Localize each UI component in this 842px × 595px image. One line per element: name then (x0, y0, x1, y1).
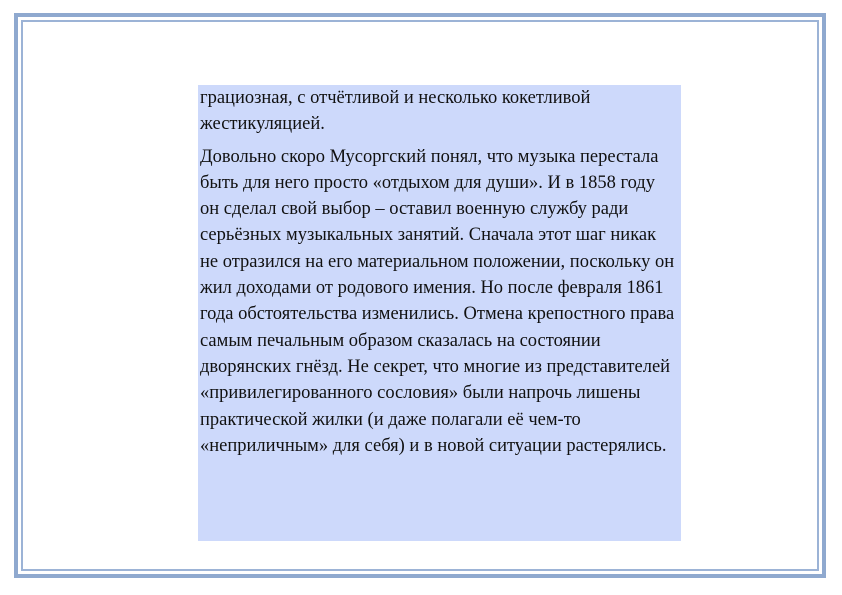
text-block (198, 85, 681, 541)
paragraph-1: грациозная, с отчётливой и несколько кокетливой жестикуляцией. (200, 88, 591, 135)
paragraph-2: Довольно скоро Мусоргский понял, что музыка перестала быть для него просто «отдыхом для души». И в 1858 году он сделал свой выбор – оставил военную службу ради серьёзных музыкальных занятий. Сначала этот шаг никак не отразился на его материальном положении, поскольку он жил доходами от родового имения. Но после февраля 1861 года обстоятельства изменились. Отмена крепостного права самым печальным образом сказалась на состоянии дворянских гнёзд. Не секрет, что многие из представителей «привилегированного сословия» были напрочь лишены практической жилки (и даже полагали её чем-то «неприличным» для себя) и в новой ситуации растерялись. (200, 146, 675, 456)
